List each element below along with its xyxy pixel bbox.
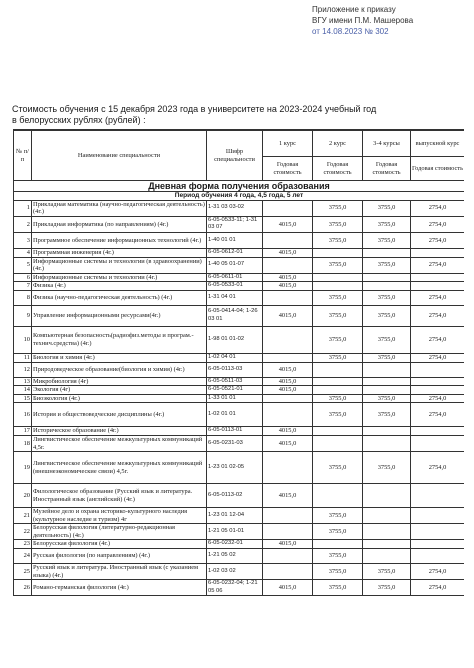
header-course-1: 1 курс: [263, 131, 313, 157]
cost-course-1: 4015,0: [263, 580, 313, 596]
cost-course-3-4: 3755,0: [363, 452, 411, 484]
row-number: 5: [14, 257, 32, 273]
row-number: 9: [14, 305, 32, 326]
row-number: 24: [14, 549, 32, 564]
row-number: 26: [14, 580, 32, 596]
cost-course-2: [313, 386, 363, 395]
specialty-code: 1-21 05 02: [207, 549, 263, 564]
cost-course-grad: [411, 377, 465, 386]
specialty-name: Прикладная информатика (по направлениям) (4г.): [32, 216, 207, 232]
appendix-line-2: ВГУ имени П.М. Машерова: [312, 16, 414, 25]
section-title: Дневная форма получения образования: [14, 181, 465, 192]
cost-course-1: [263, 508, 313, 524]
intro-line-1: Стоимость обучения с 15 декабря 2023 года в университете на 2023-2024 учебный год: [12, 104, 377, 114]
intro-line-2: в белорусских рублях (рублей) :: [12, 115, 146, 125]
cost-course-2: [313, 540, 363, 549]
cost-course-grad: 2754,0: [411, 232, 465, 248]
cost-course-2: 3755,0: [313, 394, 363, 403]
cost-course-2: 3755,0: [313, 549, 363, 564]
specialty-code: 1-21 05 01-01: [207, 524, 263, 540]
specialty-name: Белорусская филология (4г.): [32, 540, 207, 549]
cost-course-grad: 2754,0: [411, 403, 465, 427]
cost-course-2: 3755,0: [313, 290, 363, 305]
cost-course-3-4: 3755,0: [363, 564, 411, 580]
table-row: [14, 282, 465, 291]
cost-course-3-4: 3755,0: [363, 200, 411, 216]
appendix-note: [312, 4, 472, 37]
table-row: [14, 564, 465, 580]
cost-course-3-4: [363, 377, 411, 386]
specialty-name: Управление информационными ресурсами(4г.): [32, 305, 207, 326]
cost-course-2: [313, 273, 363, 282]
specialty-code: 6-05-0533-11; 1-31 03 07: [207, 216, 263, 232]
specialty-code: 6-05-0232-04; 1-21 05 06: [207, 580, 263, 596]
table-row: [14, 580, 465, 596]
specialty-name: Прикладная математика (научно-педагогическая деятельность) (4г.): [33, 200, 205, 216]
subheader-cost-3-4: Годовая стоимость: [363, 157, 411, 181]
cost-course-grad: [411, 435, 465, 451]
specialty-code: 6-05-0231-03: [207, 435, 263, 451]
appendix-line-3: от 14.08.2023 № 302: [312, 27, 389, 36]
cost-course-3-4: [363, 524, 411, 540]
cost-course-1: 4015,0: [263, 484, 313, 508]
specialty-name: Компьютерная безопасность(радиофиз.методы и програм.-технич.средства) (4г.): [32, 326, 207, 353]
subheader-cost-grad: Годовая стоимость: [411, 157, 465, 181]
specialty-name: Музейное дело и охрана историко-культурного наследия (культурное наследие и туризм) 4г: [32, 508, 207, 524]
table-row: [14, 484, 465, 508]
table-row: [14, 394, 465, 403]
cost-course-3-4: 3755,0: [363, 257, 411, 273]
cost-course-grad: 2754,0: [411, 564, 465, 580]
cost-course-2: 3755,0: [313, 353, 363, 362]
row-number: 18: [14, 435, 32, 451]
cost-course-3-4: [363, 549, 411, 564]
table-row: [14, 508, 465, 524]
cost-course-2: [313, 484, 363, 508]
specialty-code: 6-05-0113-01: [207, 427, 263, 436]
cost-course-grad: [411, 508, 465, 524]
cost-course-grad: [411, 273, 465, 282]
cost-course-grad: 2754,0: [411, 580, 465, 596]
cost-course-1: [263, 564, 313, 580]
cost-course-2: [313, 362, 363, 377]
cost-course-2: 3755,0: [313, 200, 363, 216]
cost-course-2: [313, 282, 363, 291]
row-number: 16: [14, 403, 32, 427]
specialty-name: История и обществоведческие дисциплины (4г.): [32, 403, 207, 427]
cost-course-1: 4015,0: [263, 216, 313, 232]
cost-course-1: [263, 290, 313, 305]
cost-course-2: 3755,0: [313, 326, 363, 353]
cost-course-1: 4015,0: [263, 282, 313, 291]
tuition-table: [13, 130, 464, 596]
row-number: 1: [14, 200, 32, 216]
cost-course-1: 4015,0: [263, 305, 313, 326]
cost-course-grad: 2754,0: [411, 326, 465, 353]
specialty-code: 1-31 04 01: [207, 290, 263, 305]
table-row: [14, 362, 465, 377]
table-row: [14, 403, 465, 427]
row-number: 4: [14, 248, 32, 257]
specialty-name: Природоведческое образование(биология и химия) (4г.): [32, 362, 207, 377]
row-number: 10: [14, 326, 32, 353]
cost-course-3-4: [363, 273, 411, 282]
specialty-code: 6-05-0611-01: [207, 273, 263, 282]
cost-course-grad: 2754,0: [411, 290, 465, 305]
cost-course-grad: [411, 427, 465, 436]
header-course-grad: выпускной курс: [411, 131, 465, 157]
table-row: [14, 549, 465, 564]
cost-course-grad: [411, 549, 465, 564]
cost-course-1: 4015,0: [263, 386, 313, 395]
cost-course-1: 4015,0: [263, 377, 313, 386]
row-number: 3: [14, 232, 32, 248]
cost-course-2: [313, 427, 363, 436]
cost-course-1: [263, 326, 313, 353]
row-number: 25: [14, 564, 32, 580]
table-row: [14, 353, 465, 362]
header-course-2: 2 курс: [313, 131, 363, 157]
cost-course-1: 4015,0: [263, 427, 313, 436]
table-row: [14, 290, 465, 305]
cost-course-grad: [411, 524, 465, 540]
table-body: [14, 200, 465, 596]
cost-course-1: 4015,0: [263, 273, 313, 282]
row-number: 19: [14, 452, 32, 484]
cost-course-3-4: 3755,0: [363, 580, 411, 596]
row-number: 14: [14, 386, 32, 395]
cost-course-grad: [411, 540, 465, 549]
cost-course-1: [263, 232, 313, 248]
row-number: 8: [14, 290, 32, 305]
cost-course-3-4: [363, 435, 411, 451]
tuition-table-container: [13, 129, 464, 667]
specialty-code: 6-05-0414-04; 1-26 03 01: [207, 305, 263, 326]
table-row: [14, 540, 465, 549]
specialty-name: Белорусская филология (литературно-редакционная деятельность) (4г.): [32, 524, 207, 540]
cost-course-2: [313, 435, 363, 451]
cost-course-3-4: 3755,0: [363, 305, 411, 326]
table-row: [14, 326, 465, 353]
row-number: 15: [14, 394, 32, 403]
table-row: [14, 452, 465, 484]
specialty-code: 1-40 05 01-07: [207, 257, 263, 273]
row-number: 7: [14, 282, 32, 291]
table-row: [14, 200, 465, 216]
cost-course-2: 3755,0: [313, 305, 363, 326]
cost-course-2: 3755,0: [313, 257, 363, 273]
specialty-name: Программная инженерия (4г.): [32, 248, 207, 257]
cost-course-2: [313, 377, 363, 386]
cost-course-1: [263, 257, 313, 273]
cost-course-2: [313, 248, 363, 257]
cost-course-1: [263, 200, 313, 216]
table-row: [14, 232, 465, 248]
specialty-code: 6-05-0113-02: [207, 484, 263, 508]
table-row: [14, 248, 465, 257]
specialty-name: Романо-германская филология (4г.): [32, 580, 207, 596]
cost-course-1: [263, 524, 313, 540]
cost-course-2: 3755,0: [313, 580, 363, 596]
table-row: [14, 524, 465, 540]
specialty-code: 6-05-0612-01: [207, 248, 263, 257]
row-number: 12: [14, 362, 32, 377]
subheader-cost-1: Годовая стоимость: [263, 157, 313, 181]
specialty-name: Лингвистическое обеспечение межкультурных коммуникаций 4,5г.: [32, 435, 207, 451]
table-row: [14, 386, 465, 395]
cost-course-2: 3755,0: [313, 403, 363, 427]
cost-course-3-4: [363, 427, 411, 436]
cost-course-3-4: 3755,0: [363, 394, 411, 403]
cost-course-3-4: 3755,0: [363, 353, 411, 362]
cost-course-grad: [411, 362, 465, 377]
cost-course-1: 4015,0: [263, 435, 313, 451]
cost-course-1: 4015,0: [263, 540, 313, 549]
appendix-line-1: Приложение к приказу: [312, 5, 396, 14]
table-row: [14, 377, 465, 386]
specialty-name: Физика (научно-педагогическая деятельность) (4г.): [32, 290, 207, 305]
row-number: 6: [14, 273, 32, 282]
cost-course-2: 3755,0: [313, 452, 363, 484]
row-number: 17: [14, 427, 32, 436]
specialty-name: Лингвистическое обеспечение межкультурных коммуникаций (внешнеэкономические связи) 4,5г.: [32, 452, 207, 484]
specialty-name: Русский язык и литература. Иностранный язык (с указанием языка) (4г.): [32, 564, 207, 580]
cost-course-grad: 2754,0: [411, 216, 465, 232]
cost-course-3-4: [363, 362, 411, 377]
specialty-name: Информационные системы и технологии (в здравоохранении) (4г.): [32, 257, 207, 273]
cost-course-2: 3755,0: [313, 508, 363, 524]
cost-course-1: [263, 452, 313, 484]
header-course-3-4: 3-4 курсы: [363, 131, 411, 157]
specialty-code: 1-02 03 02: [207, 564, 263, 580]
row-number: 21: [14, 508, 32, 524]
specialty-code: 6-05-0511-03: [207, 377, 263, 386]
row-number: 2: [14, 216, 32, 232]
specialty-code: 1-23 01 02-05: [207, 452, 263, 484]
table-row: [14, 427, 465, 436]
cost-course-grad: 2754,0: [411, 452, 465, 484]
cost-course-1: [263, 353, 313, 362]
specialty-code: 1-23 01 12-04: [207, 508, 263, 524]
specialty-name: Биоэкология (4г.): [32, 394, 207, 403]
cost-course-grad: [411, 386, 465, 395]
table-row: [14, 435, 465, 451]
row-number: 20: [14, 484, 32, 508]
cost-course-3-4: [363, 540, 411, 549]
cost-course-1: [263, 549, 313, 564]
cost-course-3-4: 3755,0: [363, 290, 411, 305]
specialty-name: Физика (4г.): [32, 282, 207, 291]
subheader-cost-2: Годовая стоимость: [313, 157, 363, 181]
cost-course-3-4: [363, 282, 411, 291]
table-row: [14, 305, 465, 326]
table-row: [14, 273, 465, 282]
cost-course-grad: 2754,0: [411, 257, 465, 273]
specialty-code: 1-02 04 01: [207, 353, 263, 362]
row-number: 22: [14, 524, 32, 540]
specialty-name: Информационные системы и технологии (4г.): [32, 273, 207, 282]
cost-course-2: 3755,0: [313, 216, 363, 232]
row-number: 11: [14, 353, 32, 362]
cost-course-3-4: 3755,0: [363, 216, 411, 232]
cost-course-grad: [411, 248, 465, 257]
header-code: Шифр специальности: [207, 131, 263, 181]
cost-course-grad: 2754,0: [411, 353, 465, 362]
header-name: Наименование специальности: [32, 131, 207, 181]
cost-course-grad: [411, 282, 465, 291]
cost-course-grad: 2754,0: [411, 394, 465, 403]
specialty-code: 6-05-0232-01: [207, 540, 263, 549]
table-row: [14, 257, 465, 273]
cost-course-3-4: 3755,0: [363, 326, 411, 353]
specialty-code: 6-05-0113-03: [207, 362, 263, 377]
specialty-name: Микробиология (4г): [32, 377, 207, 386]
specialty-name: Историческое образование (4г.): [32, 427, 207, 436]
row-number: 13: [14, 377, 32, 386]
cost-course-3-4: [363, 248, 411, 257]
cost-course-grad: 2754,0: [411, 200, 465, 216]
specialty-name: Биология и химия (4г.): [32, 353, 207, 362]
cost-course-2: 3755,0: [313, 232, 363, 248]
cost-course-grad: 2754,0: [411, 305, 465, 326]
specialty-code: 1-98 01 01-02: [207, 326, 263, 353]
cost-course-2: 3755,0: [313, 524, 363, 540]
cost-course-1: 4015,0: [263, 248, 313, 257]
specialty-name: Программное обеспечение информационных технологий (4г.): [32, 232, 207, 248]
row-number: 23: [14, 540, 32, 549]
specialty-code: 1-40 01 01: [207, 232, 263, 248]
specialty-name: Русская филология (по направлениям) (4г.): [32, 549, 207, 564]
specialty-name: Филологическое образование (Русский язык и литература. Иностранный язык (английский) (4г.): [32, 484, 207, 508]
cost-course-3-4: [363, 484, 411, 508]
header-num: № п/п: [14, 131, 32, 181]
table-row: [14, 216, 465, 232]
specialty-code: 6-05-0533-01: [207, 282, 263, 291]
cost-course-1: 4015,0: [263, 362, 313, 377]
specialty-code: 1-02 01 01: [207, 403, 263, 427]
specialty-code: 1-31 03 03-02: [207, 200, 263, 216]
cost-course-grad: [411, 484, 465, 508]
specialty-code: 1-33 01 01: [207, 394, 263, 403]
cost-course-3-4: [363, 508, 411, 524]
cost-course-3-4: [363, 386, 411, 395]
cost-course-3-4: 3755,0: [363, 232, 411, 248]
cost-course-3-4: 3755,0: [363, 403, 411, 427]
cost-course-1: [263, 394, 313, 403]
specialty-name: Экология (4г): [32, 386, 207, 395]
cost-intro: [12, 104, 462, 126]
cost-course-1: [263, 403, 313, 427]
cost-course-2: 3755,0: [313, 564, 363, 580]
section-subtitle: Период обучения 4 года, 4,5 года, 5 лет: [14, 192, 465, 201]
specialty-code: 6-05-0521-01: [207, 386, 263, 395]
